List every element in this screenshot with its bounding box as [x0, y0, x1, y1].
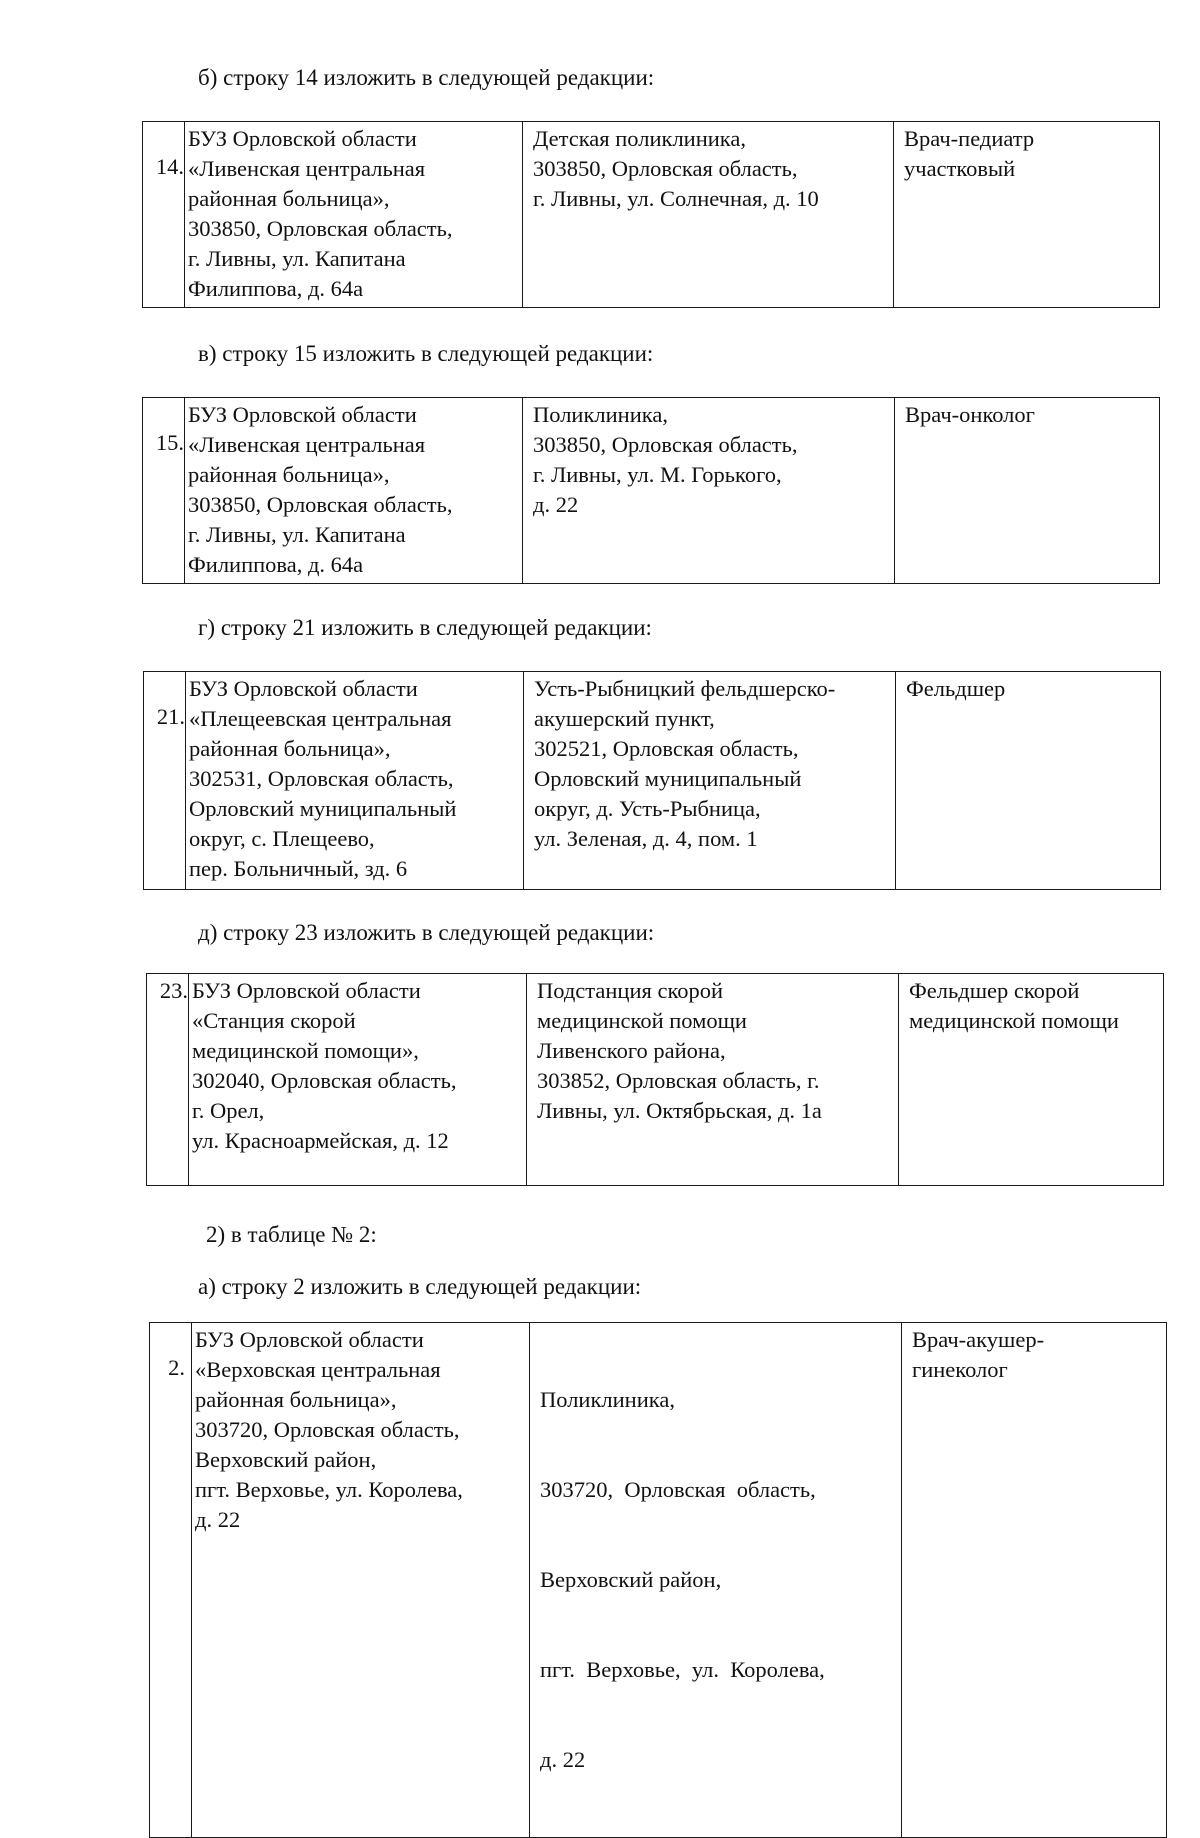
amendment-table-row-21 [143, 671, 1161, 890]
org-line: «Ливенская центральная [188, 432, 426, 457]
unit-line: 302521, Орловская область, [534, 736, 799, 761]
unit-line: 303720, Орловская область, [540, 1477, 816, 1502]
table-row [150, 1323, 1167, 1838]
unit-line: Ливны, ул. Октябрьская, д. 1а [537, 1098, 822, 1123]
amendment-table-row-15 [142, 397, 1160, 584]
unit-line: Ливенского района, [537, 1038, 726, 1063]
position-line: Врач-педиатр [904, 126, 1035, 151]
org-line: Орловский муниципальный [189, 796, 457, 821]
position-line: медицинской помощи [909, 1008, 1119, 1033]
unit-cell [530, 1323, 902, 1838]
org-line: 302531, Орловская область, [189, 766, 454, 791]
unit-line: Подстанция скорой [537, 978, 724, 1003]
org-line: 303850, Орловская область, [188, 492, 453, 517]
org-line: БУЗ Орловской области [188, 402, 417, 427]
amendment-table-row-14 [142, 121, 1160, 308]
position-line: Врач-онколог [905, 402, 1035, 427]
position-line: участковый [904, 156, 1016, 181]
row-number: 15. [143, 398, 185, 584]
org-line: БУЗ Орловской области [192, 978, 421, 1003]
unit-cell [523, 122, 894, 308]
unit-cell [523, 398, 895, 584]
section-heading-row-23: д) строку 23 изложить в следующей редакции: [198, 920, 655, 945]
unit-line: медицинской помощи [537, 1008, 747, 1033]
table-row [143, 122, 1160, 308]
unit-line: 303850, Орловская область, [533, 156, 798, 181]
position-line: гинеколог [912, 1357, 1008, 1382]
org-line: г. Ливны, ул. Капитана [188, 522, 406, 547]
unit-line: 303852, Орловская область, г. [537, 1068, 820, 1093]
amendment-table-row-2 [149, 1322, 1167, 1838]
organization-cell [192, 1323, 530, 1838]
org-line: округ, с. Плещеево, [189, 826, 375, 851]
org-line: Филиппова, д. 64а [188, 552, 364, 577]
position-cell [894, 122, 1160, 308]
unit-line: г. Ливны, ул. Солнечная, д. 10 [533, 186, 819, 211]
org-line: БУЗ Орловской области [195, 1327, 424, 1352]
unit-line: Поликлиника, [540, 1387, 675, 1412]
unit-line: д. 22 [533, 492, 579, 517]
unit-line: Поликлиника, [533, 402, 668, 427]
unit-line: Верховский район, [540, 1567, 722, 1592]
organization-cell [186, 672, 524, 890]
position-cell [899, 974, 1164, 1186]
org-line: «Станция скорой [192, 1008, 356, 1033]
org-line: пгт. Верховье, ул. Королева, [195, 1477, 463, 1502]
org-line: медицинской помощи», [192, 1038, 419, 1063]
org-line: г. Ливны, ул. Капитана [188, 246, 406, 271]
org-line: «Ливенская центральная [188, 156, 426, 181]
table-row [143, 398, 1160, 584]
section-heading-row-2: а) строку 2 изложить в следующей редакции: [198, 1274, 642, 1299]
position-line: Фельдшер скорой [909, 978, 1080, 1003]
unit-line: Детская поликлиника, [533, 126, 747, 151]
org-line: районная больница», [189, 736, 391, 761]
org-line: «Плещеевская центральная [189, 706, 452, 731]
unit-line: округ, д. Усть-Рыбница, [534, 796, 761, 821]
organization-cell [185, 398, 523, 584]
unit-line: ул. Зеленая, д. 4, пом. 1 [534, 826, 758, 851]
section-heading-row-21: г) строку 21 изложить в следующей редакции: [198, 615, 652, 640]
position-cell [895, 398, 1160, 584]
position-line: Фельдшер [906, 676, 1006, 701]
org-line: пер. Больничный, зд. 6 [189, 856, 408, 881]
org-line: 302040, Орловская область, [192, 1068, 457, 1093]
org-line: д. 22 [195, 1507, 241, 1532]
org-line: районная больница», [188, 462, 390, 487]
unit-line: пгт. Верховье, ул. Королева, [540, 1657, 825, 1682]
org-line: г. Орел, [192, 1098, 265, 1123]
organization-cell [189, 974, 527, 1186]
unit-cell [524, 672, 896, 890]
org-line: БУЗ Орловской области [188, 126, 417, 151]
unit-line: акушерский пункт, [534, 706, 715, 731]
section-heading-row-15: в) строку 15 изложить в следующей редакции: [198, 341, 654, 366]
position-line: Врач-акушер- [912, 1327, 1045, 1352]
unit-line: 303850, Орловская область, [533, 432, 798, 457]
position-cell [896, 672, 1161, 890]
org-line: «Верховская центральная [195, 1357, 441, 1382]
org-line: 303720, Орловская область, [195, 1417, 460, 1442]
unit-cell [527, 974, 899, 1186]
table-2-intro: 2) в таблице № 2: [206, 1222, 377, 1247]
amendment-table-row-23 [146, 973, 1164, 1186]
row-number: 14. [143, 122, 185, 308]
row-number: 21. [144, 672, 186, 890]
unit-line: г. Ливны, ул. М. Горького, [533, 462, 782, 487]
org-line: БУЗ Орловской области [189, 676, 418, 701]
position-cell [902, 1323, 1167, 1838]
org-line: Филиппова, д. 64а [188, 276, 364, 301]
table-row [144, 672, 1161, 890]
org-line: районная больница», [195, 1387, 397, 1412]
org-line: 303850, Орловская область, [188, 216, 453, 241]
unit-line: Усть-Рыбницкий фельдшерско- [534, 676, 836, 701]
org-line: ул. Красноармейская, д. 12 [192, 1128, 449, 1153]
org-line: районная больница», [188, 186, 390, 211]
unit-line: д. 22 [540, 1747, 586, 1772]
row-number: 2. [150, 1323, 192, 1838]
table-row [147, 974, 1164, 1186]
row-number: 23. [147, 974, 189, 1186]
unit-line: Орловский муниципальный [534, 766, 802, 791]
section-heading-row-14: б) строку 14 изложить в следующей редакции: [198, 65, 655, 90]
org-line: Верховский район, [195, 1447, 377, 1472]
organization-cell [185, 122, 523, 308]
